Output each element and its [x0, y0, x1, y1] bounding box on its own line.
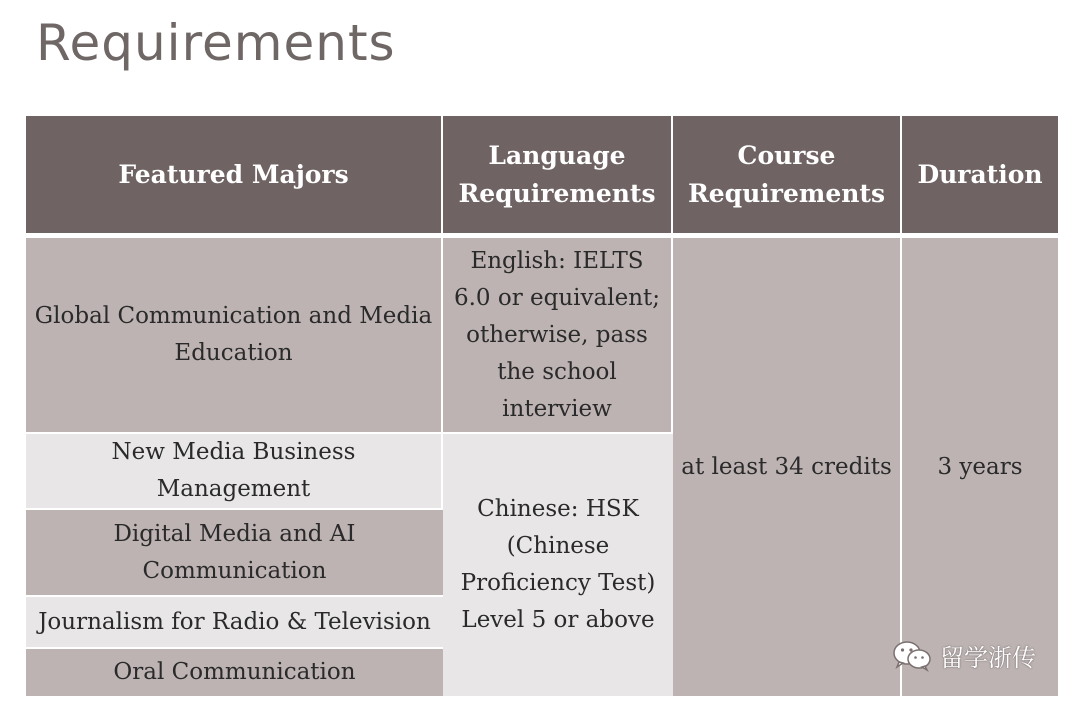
major-cell: Digital Media and AI Communication — [26, 510, 443, 597]
major-cell: Journalism for Radio & Television — [26, 597, 443, 649]
major-cell: Global Communication and Media Education — [26, 238, 443, 434]
major-cell: Oral Communication — [26, 649, 443, 698]
table-header-row — [26, 116, 1058, 238]
header-language-requirements: Language Requirements — [443, 116, 673, 238]
language-chinese-cell: Chinese: HSK (Chinese Proficiency Test) Level 5 or above — [443, 434, 673, 698]
watermark — [892, 638, 1036, 673]
watermark-text: 留学浙传 — [940, 644, 1036, 672]
language-english-cell: English: IELTS 6.0 or equivalent; otherwise, pass the school interview — [443, 238, 673, 434]
header-featured-majors: Featured Majors — [26, 116, 443, 238]
duration-cell: 3 years — [902, 238, 1058, 698]
header-course-requirements: Course Requirements — [673, 116, 902, 238]
page-title: Requirements — [36, 14, 396, 72]
wechat-icon — [892, 640, 932, 672]
header-duration: Duration — [902, 116, 1058, 238]
course-cell: at least 34 credits — [673, 238, 902, 698]
major-cell: New Media Business Management — [26, 434, 443, 510]
requirements-table — [26, 116, 1058, 698]
table-row — [26, 238, 1058, 434]
